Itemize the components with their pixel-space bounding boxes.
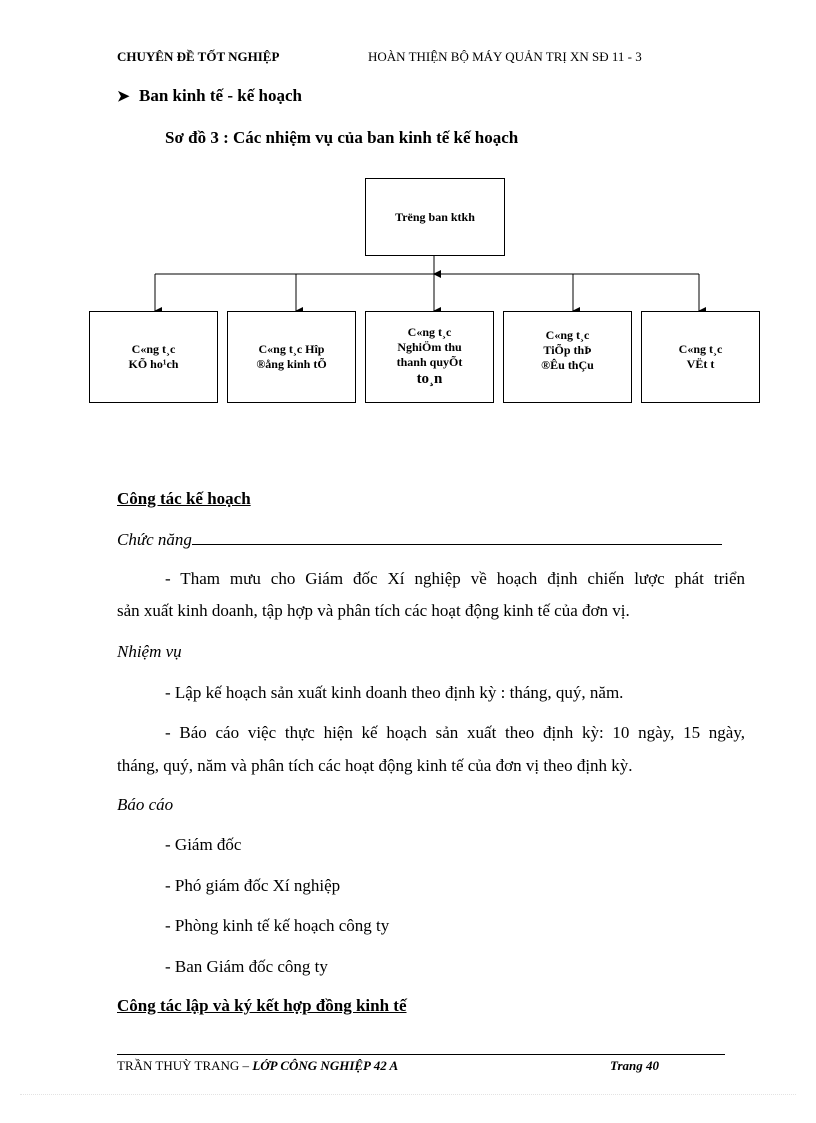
task-box-line: ®ång kinh tÕ bbox=[256, 357, 327, 371]
task-box-hop-dong bbox=[227, 311, 356, 403]
chuc-nang-row bbox=[117, 530, 722, 549]
nhiem-vu-item2-line2: tháng, quý, năm và phân tích các hoạt động kinh tế của đơn vị theo định kỳ. bbox=[117, 756, 633, 775]
chuc-nang-label: Chức năng bbox=[117, 530, 192, 549]
footer-class: LỚP CÔNG NGHIỆP 42 A bbox=[252, 1058, 399, 1073]
bao-cao-item: - Giám đốc bbox=[165, 835, 242, 854]
chuc-nang-line1: - Tham mưu cho Giám đốc Xí nghiệp về hoạch định chiến lược phát triển bbox=[165, 569, 745, 588]
task-box-vat-tu bbox=[641, 311, 760, 403]
header-left: CHUYÊN ĐỀ TỐT NGHIỆP bbox=[117, 49, 280, 64]
section-title-text: Ban kinh tế - kế hoạch bbox=[139, 86, 302, 105]
task-box-ke-hoach bbox=[89, 311, 218, 403]
task-box-line: TiÕp thÞ bbox=[543, 342, 592, 357]
task-box-line: thanh quyÕt bbox=[396, 355, 463, 370]
task-box-line: VËt t bbox=[686, 357, 715, 371]
task-box-line: C«ng t¸c bbox=[545, 327, 590, 342]
arrow-bullet-icon: ➤ bbox=[117, 89, 130, 105]
heading-hop-dong-kinh-te: Công tác lập và ký kết hợp đồng kinh tế bbox=[117, 996, 407, 1015]
task-box-line: KÕ ho¹ch bbox=[128, 357, 179, 371]
task-box-line: ®Êu thÇu bbox=[541, 357, 594, 372]
task-box-tiep-thi bbox=[503, 311, 632, 403]
task-box-line: C«ng t¸c bbox=[678, 342, 723, 356]
nhiem-vu-item2-line1: - Báo cáo việc thực hiện kế hoạch sản xuất theo định kỳ: 10 ngày, 15 ngày, bbox=[165, 723, 745, 742]
footer-rule bbox=[117, 1054, 725, 1055]
bao-cao-item: - Ban Giám đốc công ty bbox=[165, 957, 328, 976]
bao-cao-item: - Phòng kinh tế kế hoạch công ty bbox=[165, 916, 390, 935]
task-box-line: C«ng t¸c bbox=[131, 342, 176, 356]
task-box-line: to¸n bbox=[416, 371, 443, 388]
header-right: HOÀN THIỆN BỘ MÁY QUẢN TRỊ XN SĐ 11 - 3 bbox=[368, 49, 642, 64]
task-box-nghiem-thu bbox=[365, 311, 494, 403]
nhiem-vu-item1: - Lập kế hoạch sản xuất kinh doanh theo định kỳ : tháng, quý, năm. bbox=[165, 683, 624, 702]
diagram-caption: Sơ đồ 3 : Các nhiệm vụ của ban kinh tế kế hoạch bbox=[165, 128, 519, 147]
nhiem-vu-label: Nhiệm vụ bbox=[117, 642, 182, 661]
task-box-line: NghiÖm thu bbox=[397, 340, 462, 355]
page-number: Trang 40 bbox=[610, 1058, 659, 1073]
task-box-line: C«ng t¸c Hîp bbox=[258, 342, 325, 356]
bao-cao-label: Báo cáo bbox=[117, 795, 174, 814]
chuc-nang-line2: sản xuất kinh doanh, tập hợp và phân tích các hoạt động kinh tế của đơn vị. bbox=[117, 601, 630, 620]
task-box-line: C«ng t¸c bbox=[407, 325, 452, 340]
footer-author-name: TRẦN THUỲ TRANG – bbox=[117, 1058, 253, 1073]
page-edge bbox=[20, 1094, 796, 1095]
footer-author bbox=[117, 1058, 398, 1074]
top-box bbox=[365, 178, 505, 256]
bao-cao-item: - Phó giám đốc Xí nghiệp bbox=[165, 876, 341, 895]
top-box-label: Trëng ban ktkh bbox=[395, 209, 475, 224]
heading-cong-tac-ke-hoach: Công tác kế hoạch bbox=[117, 489, 251, 508]
